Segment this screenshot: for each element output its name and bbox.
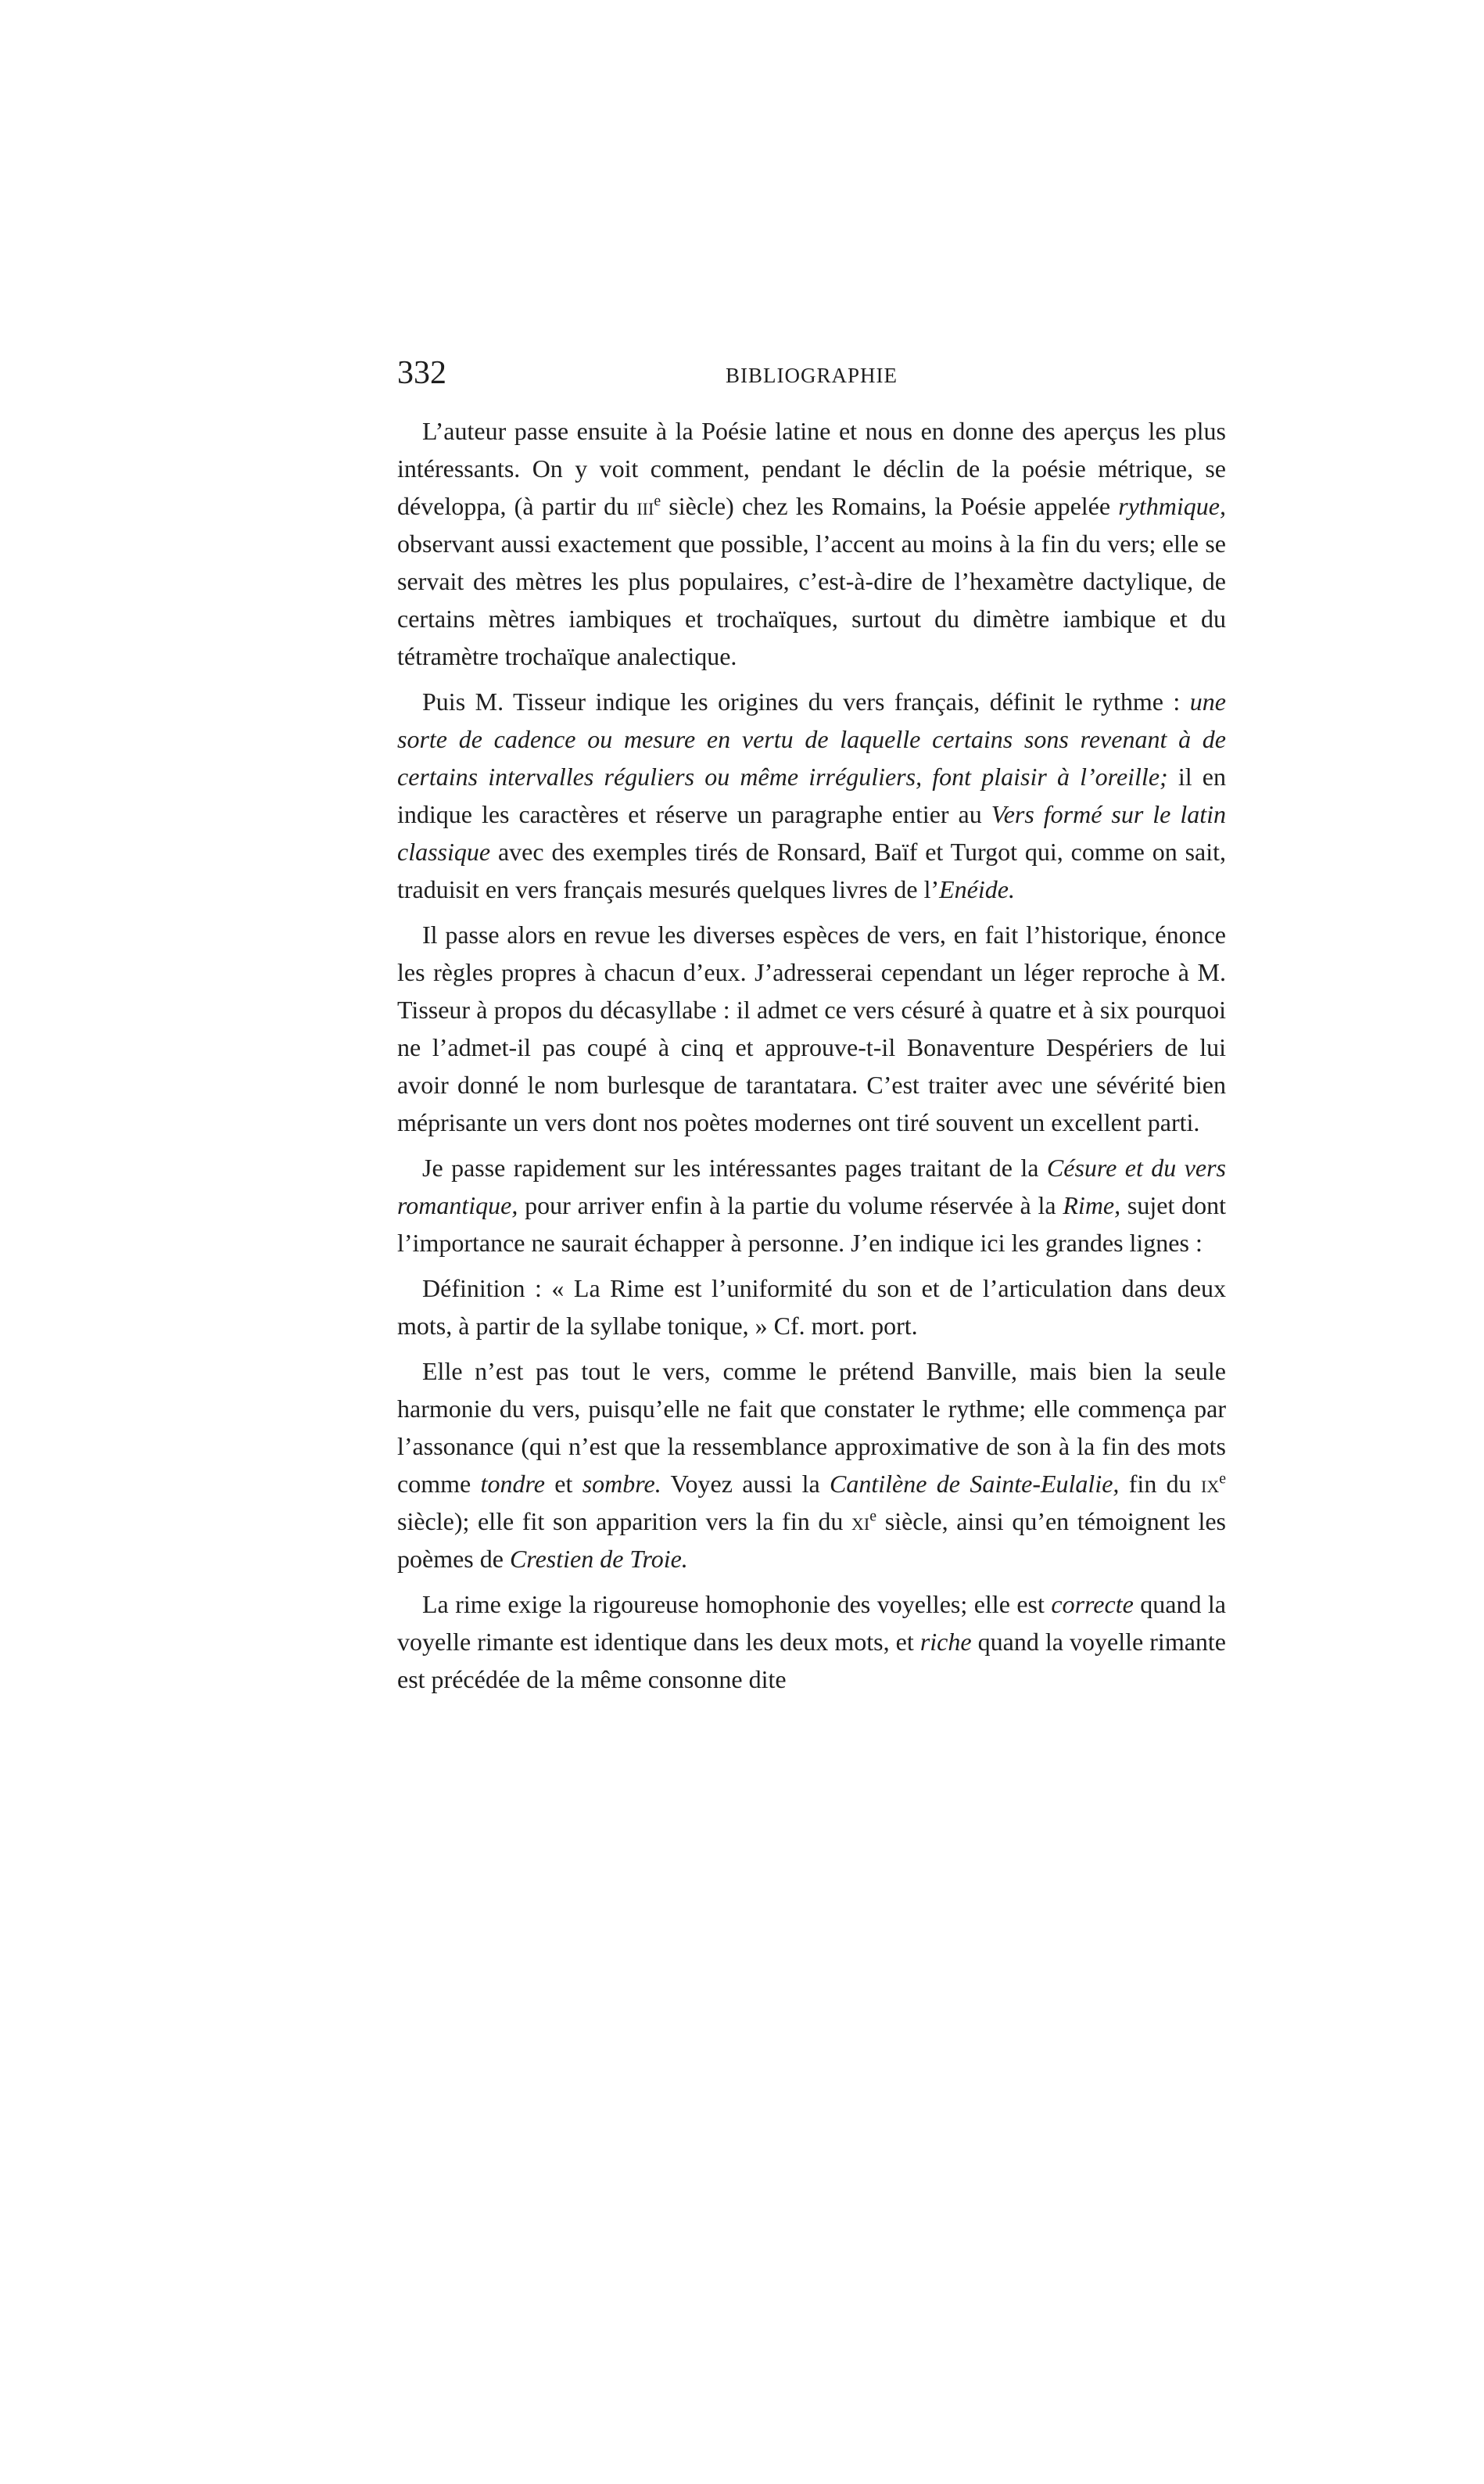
paragraph-definition: [397, 1269, 1226, 1344]
text-run: siècle); elle fit son apparition vers la fin du: [397, 1507, 852, 1535]
page-header: [397, 354, 1226, 393]
roman-numeral: iii: [636, 492, 654, 520]
italic-term: sombre.: [582, 1470, 661, 1498]
text-run: avec des exemples tirés de Ronsard, Baïf et Turgot qui, comme on sait, traduisit en vers français mesurés quelques livres de l’: [397, 838, 1226, 903]
italic-title: Césure et du vers romantique,: [397, 1154, 1226, 1219]
italic-term: correcte: [1051, 1590, 1134, 1618]
italic-term: tondre: [480, 1470, 545, 1498]
paragraph-rime-history: [397, 1352, 1226, 1578]
text-run: observant aussi exactement que possible, l’accent au moins à la fin du vers; elle se servait des mètres les plus populaires, c’est-à-dire de l’hexamètre dactylique, de certains mètres iambiques et trochaïques, surtout du dimètre iambique et du tétramètre trochaïque analectique.: [397, 529, 1226, 670]
text-run: quand la voyelle rimante est identique dans les deux mots, et: [397, 1590, 1226, 1656]
roman-numeral: xi: [851, 1507, 870, 1535]
paragraph-rime-rules: [397, 1585, 1226, 1698]
superscript: e: [1219, 1470, 1227, 1488]
page-number: 332: [397, 355, 446, 391]
italic-definition: une sorte de cadence ou mesure en vertu de laquelle certains sons revenant à de certains intervalles réguliers ou même irréguliers, font plaisir à l’oreille;: [397, 687, 1226, 791]
italic-term: rythmique,: [1118, 492, 1226, 520]
text-run: Définition : « La Rime est l’uniformité du son et de l’articulation dans deux mots, à partir de la syllabe tonique, » Cf. mort. port.: [397, 1274, 1226, 1340]
paragraph-latin-poetry: [397, 412, 1226, 675]
text-run: La rime exige la rigoureuse homophonie des voyelles; elle est: [422, 1590, 1052, 1618]
text-run: sujet dont l’importance ne saurait échapper à personne. J’en indique ici les grandes lignes :: [397, 1191, 1227, 1257]
text-run: Elle n’est pas tout le vers, comme le prétend Banville, mais bien la seule harmonie du vers, puisqu’elle ne fait que constater le rythme; elle commença par l’assonance (qui n’est que la ressemblance approximative de son à la fin des mots comme: [397, 1357, 1226, 1498]
text-run: il en indique les caractères et réserve un paragraphe entier au: [397, 763, 1227, 828]
italic-title: Vers formé sur le latin classique: [397, 800, 1227, 866]
text-run: quand la voyelle rimante est précédée de la même consonne dite: [397, 1628, 1227, 1693]
superscript: e: [869, 1507, 877, 1525]
text-run: siècle, ainsi qu’en témoignent les poèmes de: [397, 1507, 1227, 1573]
roman-numeral: ix: [1201, 1470, 1220, 1498]
italic-term: riche: [919, 1628, 972, 1656]
paragraph-cesure: [397, 1149, 1226, 1262]
text-run: Voyez aussi la: [661, 1470, 830, 1498]
text-run: et: [544, 1470, 582, 1498]
text-run: Il passe alors en revue les diverses espèces de vers, en fait l’historique, énonce les règles propres à chacun d’eux. J’adresserai cependant un léger reproche à M. Tisseur à propos du décasyllabe : il admet ce vers césuré à quatre et à six pourquoi ne l’admet-il pas coupé à cinq et approuve-t-il Bonaventure Despériers de lui avoir donné le nom burlesque de tarantatara. C’est traiter avec une sévérité bien méprisante un vers dont nos poètes modernes ont tiré souvent un excellent parti.: [397, 921, 1226, 1136]
text-run: pour arriver enfin à la partie du volume réservée à la: [518, 1191, 1063, 1219]
body-text: [397, 412, 1226, 1698]
italic-title: Enéide.: [939, 875, 1015, 903]
superscript: e: [654, 492, 661, 510]
paragraph-french-verse-origins: [397, 683, 1226, 908]
text-run: siècle) chez les Romains, la Poésie appelée: [661, 492, 1119, 520]
text-run: fin du: [1119, 1470, 1202, 1498]
italic-title: Crestien de Troie.: [509, 1545, 688, 1573]
italic-title: Cantilène de Sainte-Eulalie,: [830, 1470, 1120, 1498]
text-run: L’auteur passe ensuite à la Poésie latine et nous en donne des aperçus les plus intéressants. On y voit comment, pendant le déclin de la poésie métrique, se développa, (à partir du: [397, 417, 1226, 520]
text-run: Puis M. Tisseur indique les origines du vers français, définit le rythme :: [422, 687, 1190, 716]
running-title: BIBLIOGRAPHIE: [726, 364, 898, 387]
italic-term: Rime,: [1063, 1191, 1121, 1219]
paragraph-verse-types: [397, 916, 1226, 1141]
text-run: Je passe rapidement sur les intéressantes pages traitant de la: [422, 1154, 1047, 1182]
